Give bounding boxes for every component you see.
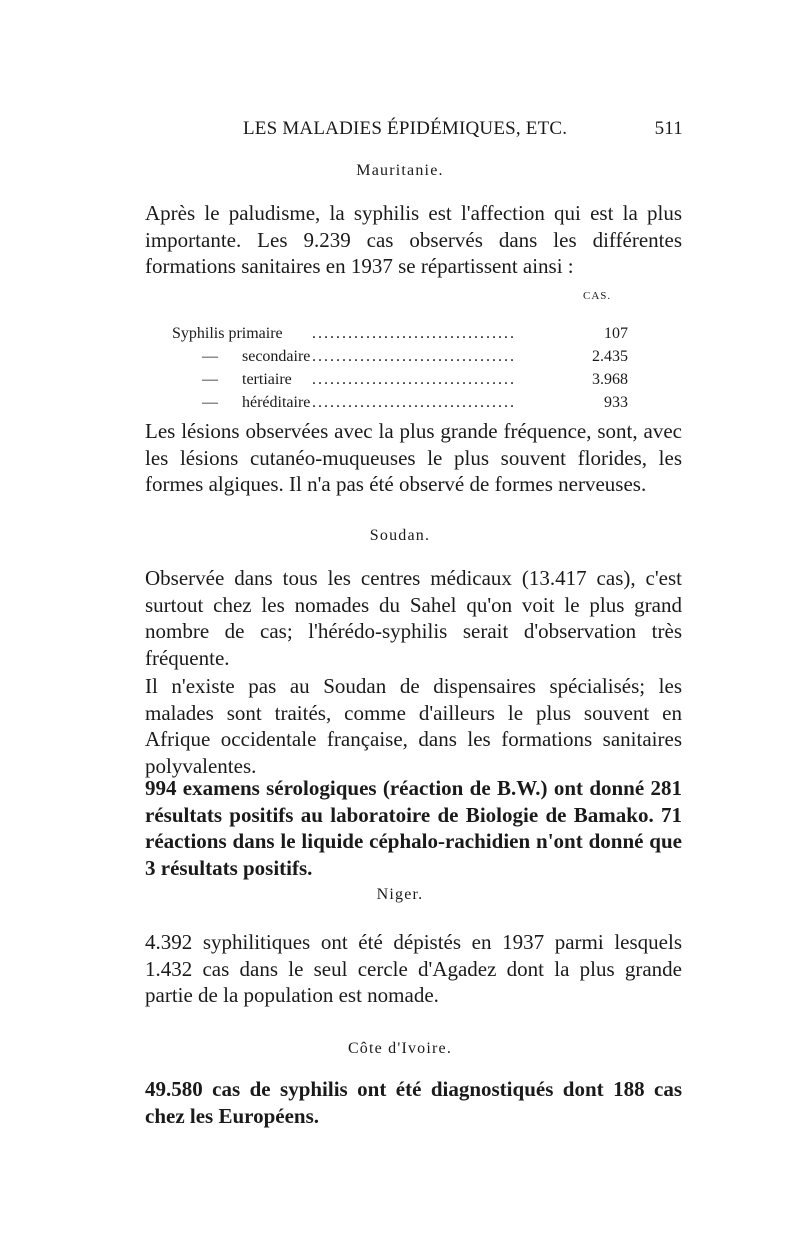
row-label: tertiaire [242, 371, 292, 388]
dot-leader: .................................. [312, 371, 516, 388]
row-value: 933 [604, 394, 628, 411]
section-title-cote-ivoire: Côte d'Ivoire. [347, 1040, 453, 1057]
dot-leader: .................................. [312, 348, 516, 365]
dot-leader: .................................. [312, 394, 516, 411]
ditto-dash: — [202, 371, 218, 388]
table-row [172, 391, 628, 414]
table-row [172, 368, 628, 391]
syphilis-cases-table [172, 322, 628, 414]
paragraph-soudan-2: Il n'existe pas au Soudan de dispensaires spécialisés; les malades sont traités, comme d'ailleurs le plus souvent en Afrique occidentale française, dans les formations sanitaires polyvalentes. [145, 674, 682, 778]
dot-leader: .................................. [312, 325, 516, 342]
table-row [172, 345, 628, 368]
row-label: Syphilis primaire [172, 325, 283, 342]
paragraph-mauritanie-lesions: Les lésions observées avec la plus grande fréquence, sont, avec les lésions cutanéo-muqueuses le plus souvent florides, les formes algiques. Il n'a pas été observé de formes nerveuses. [145, 419, 682, 496]
section-title-soudan: Soudan. [369, 527, 431, 544]
paragraph-soudan-1: Observée dans tous les centres médicaux (13.417 cas), c'est surtout chez les nomades du Sahel qu'on voit le plus grand nombre de cas; l'hérédo-syphilis serait d'observation très fréquente. [145, 566, 682, 670]
ditto-dash: — [202, 394, 218, 411]
header-title: LES MALADIES ÉPIDÉMIQUES, ETC. [243, 118, 568, 139]
paragraph-cote-ivoire: 49.580 cas de syphilis ont été diagnostiqués dont 188 cas chez les Européens. [145, 1077, 682, 1128]
page-number: 511 [654, 118, 683, 139]
ditto-dash: — [202, 348, 218, 365]
row-label: secondaire [242, 348, 311, 365]
row-value: 2.435 [592, 348, 628, 365]
section-title-niger: Niger. [376, 886, 424, 903]
section-title-mauritanie: Mauritanie. [356, 162, 444, 179]
row-value: 3.968 [592, 371, 628, 388]
row-value: 107 [604, 325, 628, 342]
paragraph-niger: 4.392 syphilitiques ont été dépistés en 1937 parmi lesquels 1.432 cas dans le seul cercle d'Agadez dont la plus grande partie de la population est nomade. [145, 930, 682, 1007]
table-row [172, 322, 628, 345]
paragraph-mauritanie-intro: Après le paludisme, la syphilis est l'affection qui est la plus importante. Les 9.239 cas observés dans les différentes formations sanitaires en 1937 se répartissent ainsi : [145, 201, 682, 278]
table-column-header: CAS. [583, 290, 612, 302]
running-header [243, 118, 683, 140]
paragraph-soudan-3: 994 examens sérologiques (réaction de B.W.) ont donné 281 résultats positifs au laboratoire de Biologie de Bamako. 71 réactions dans le liquide céphalo-rachidien n'ont donné que 3 résultats positifs. [145, 776, 682, 880]
row-label: héréditaire [242, 394, 311, 411]
